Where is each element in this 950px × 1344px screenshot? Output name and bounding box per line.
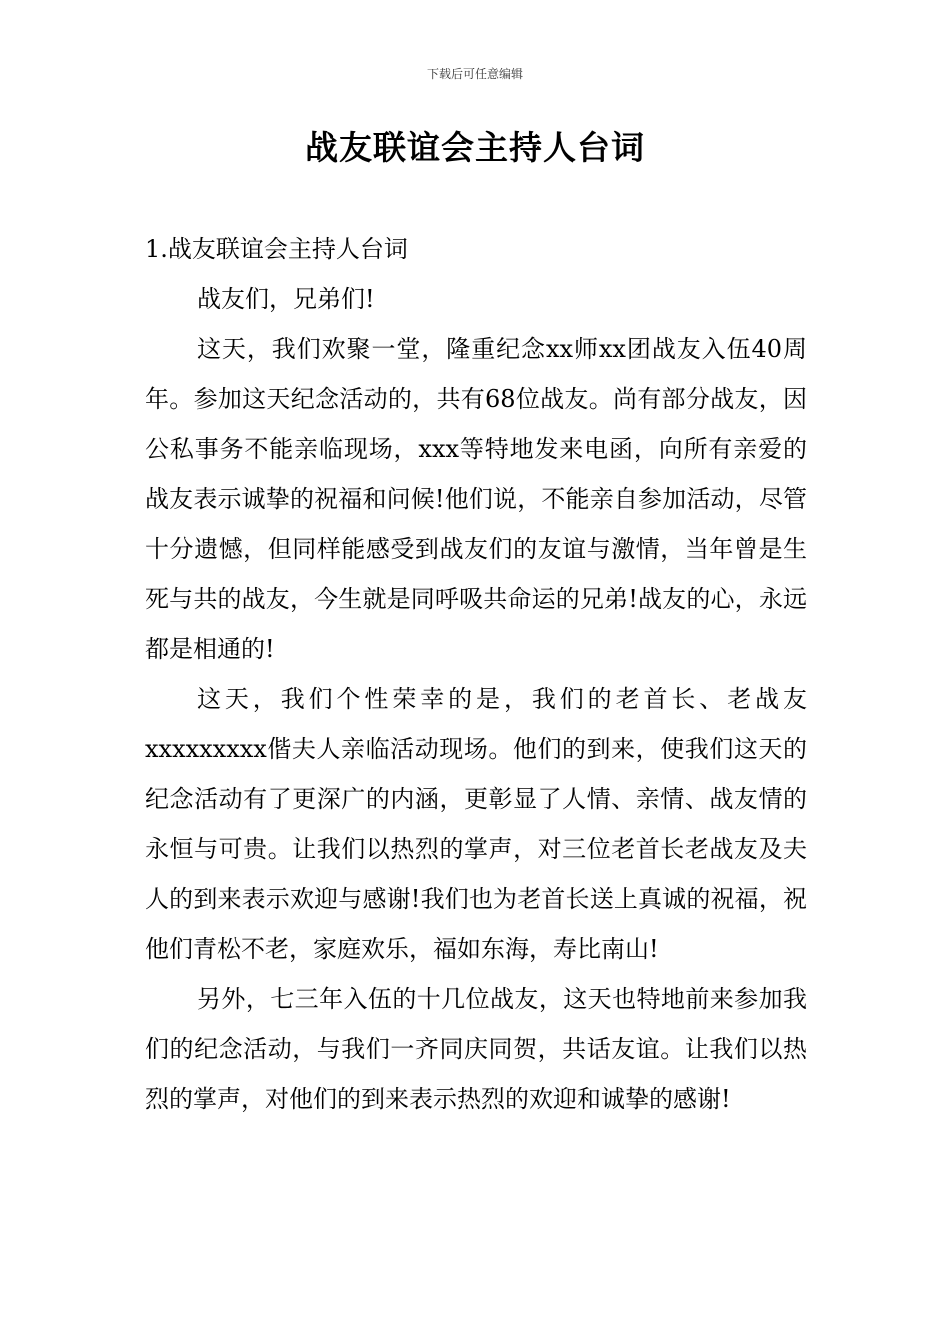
section-heading: 1.战友联谊会主持人台词 (145, 235, 408, 263)
paragraph-greeting: 战友们，兄弟们! (197, 285, 375, 313)
paragraph-other-comrades: 另外，七三年入伍的十几位战友，这天也特地前来参加我们的纪念活动，与我们一齐同庆同贺，共话友谊。让我们以热烈的掌声，对他们的到来表示热烈的欢迎和诚挚的感谢! (145, 985, 807, 1113)
header-note: 下载后可任意编辑 (426, 67, 523, 81)
document-body (145, 224, 807, 1124)
paragraph-opening: 这天，我们欢聚一堂，隆重纪念xx师xx团战友入伍40周年。参加这天纪念活动的，共有68位战友。尚有部分战友，因公私事务不能亲临现场，xxx等特地发来电函，向所有亲爱的战友表示诚挚的祝福和问候!他们说，不能亲自参加活动，尽管十分遗憾，但同样能感受到战友们的友谊与激情，当年曾是生死与共的战友，今生就是同呼吸共命运的兄弟!战友的心，永远都是相通的! (145, 335, 807, 663)
page-title: 战友联谊会主持人台词 (305, 128, 645, 167)
paragraph-honored-guests: 这天，我们个性荣幸的是，我们的老首长、老战友xxxxxxxxx偕夫人亲临活动现场。他们的到来，使我们这天的纪念活动有了更深广的内涵，更彰显了人情、亲情、战友情的永恒与可贵。让我们以热烈的掌声，对三位老首长老战友及夫人的到来表示欢迎与感谢!我们也为老首长送上真诚的祝福，祝他们青松不老，家庭欢乐，福如东海，寿比南山! (145, 685, 807, 963)
